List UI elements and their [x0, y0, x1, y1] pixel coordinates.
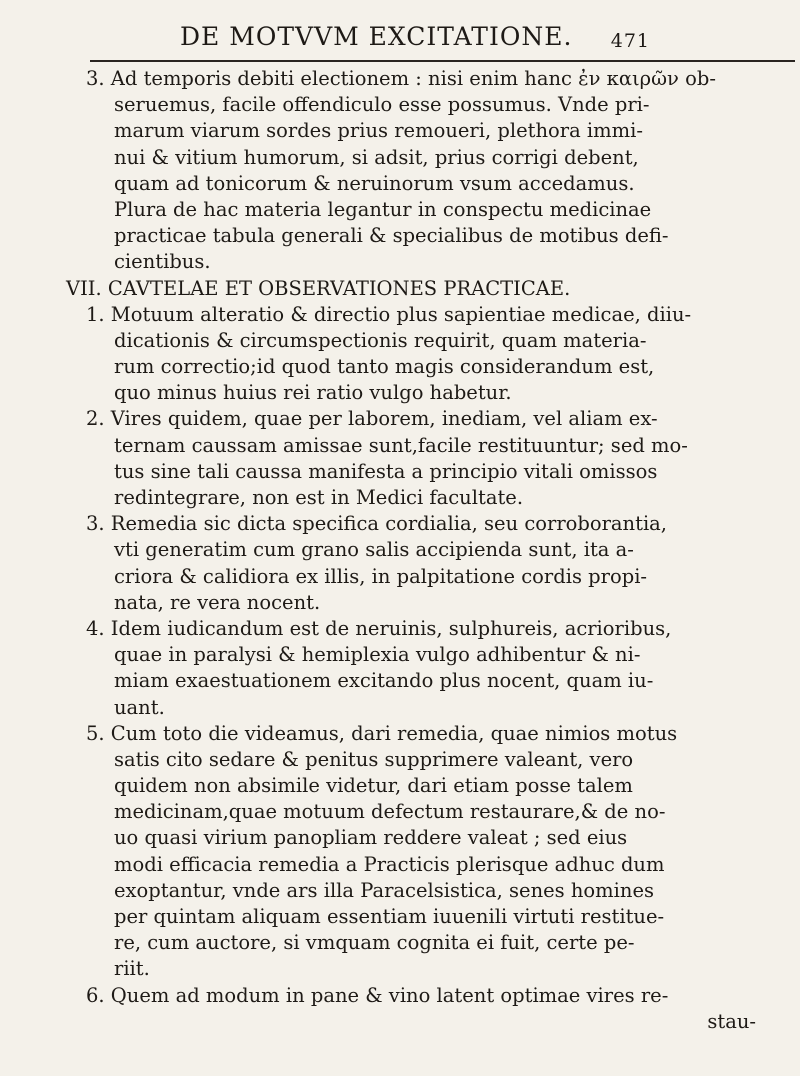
text-line: dicationis & circumspectionis requirit, quam materia-	[114, 328, 647, 352]
text-line: 3. Remedia sic dicta specifica cordialia, seu corroborantia,	[86, 512, 668, 536]
text-line: 5. Cum toto die videamus, dari remedia, quae nimios motus	[86, 721, 678, 745]
text-line: 4. Idem iudicandum est de neruinis, sulphureis, acrioribus,	[86, 616, 672, 640]
header-title: DE MOTVVM EXCITATIONE.	[180, 22, 573, 51]
text-line: quo minus huius rei ratio vulgo habetur.	[114, 381, 512, 405]
text-line: marum viarum sordes prius remoueri, plethora immi-	[114, 119, 643, 143]
text-line: uo quasi virium panopliam reddere valeat ; sed eius	[114, 826, 628, 850]
text-line: vti generatim cum grano salis accipienda sunt, ita a-	[114, 538, 634, 562]
section-heading: VII. CAVTELAE ET OBSERVATIONES PRACTICAE.	[66, 276, 571, 300]
text-line: exoptantur, vnde ars illa Paracelsistica, senes homines	[114, 878, 655, 902]
text-line: rum correctio;id quod tanto magis considerandum est,	[114, 355, 655, 379]
text-line: per quintam aliquam essentiam iuuenili virtuti restitue-	[114, 905, 665, 928]
text-line: uant.	[114, 695, 165, 719]
text-line: practicae tabula generali & specialibus de motibus defi-	[114, 224, 669, 248]
text-line: quam ad tonicorum & neruinorum vsum accedamus.	[114, 171, 635, 195]
text-line: 1. Motuum alteratio & directio plus sapientiae medicae, diiu-	[86, 302, 692, 326]
catchword: stau-	[707, 1009, 756, 1033]
text-line: modi efficacia remedia a Practicis plerisque adhuc dum	[114, 852, 665, 876]
text-line: re, cum auctore, si vmquam cognita ei fuit, certe pe-	[114, 931, 635, 955]
text-line: Plura de hac materia legantur in conspectu medicinae	[114, 197, 652, 221]
text-line: criora & calidiora ex illis, in palpitatione cordis propi-	[114, 564, 648, 588]
text-line: 2. Vires quidem, quae per laborem, inediam, vel aliam ex-	[86, 407, 658, 431]
text-line: seruemus, facile offendiculo esse possumus. Vnde pri-	[114, 93, 650, 117]
body-text	[66, 66, 796, 1035]
text-line: satis cito sedare & penitus supprimere valeant, vero	[114, 747, 634, 771]
text-line: 3. Ad temporis debiti electionem : nisi enim hanc ἐν καιρῶν ob-	[86, 67, 716, 90]
text-line: nui & vitium humorum, si adsit, prius corrigi debent,	[114, 145, 639, 169]
text-line: redintegrare, non est in Medici facultate.	[114, 486, 524, 509]
text-line: riit.	[114, 957, 150, 981]
text-line: quidem non absimile videtur, dari etiam posse talem	[114, 774, 633, 798]
text-line: 6. Quem ad modum in pane & vino latent optimae vires re-	[86, 983, 669, 1007]
running-header	[150, 18, 650, 56]
page-number: 471	[610, 30, 650, 52]
text-line: miam exaestuationem excitando plus nocent, quam iu-	[114, 669, 654, 693]
text-line: tus sine tali caussa manifesta a principio vitali omissos	[114, 459, 658, 483]
header-rule	[90, 60, 795, 62]
text-line: nata, re vera nocent.	[114, 590, 321, 614]
text-line: medicinam,quae motuum defectum restaurare,& de no-	[114, 800, 666, 824]
text-line: cientibus.	[114, 250, 211, 274]
text-line: quae in paralysi & hemiplexia vulgo adhibentur & ni-	[114, 643, 641, 667]
text-line: ternam caussam amissae sunt,facile restituuntur; sed mo-	[114, 433, 688, 457]
